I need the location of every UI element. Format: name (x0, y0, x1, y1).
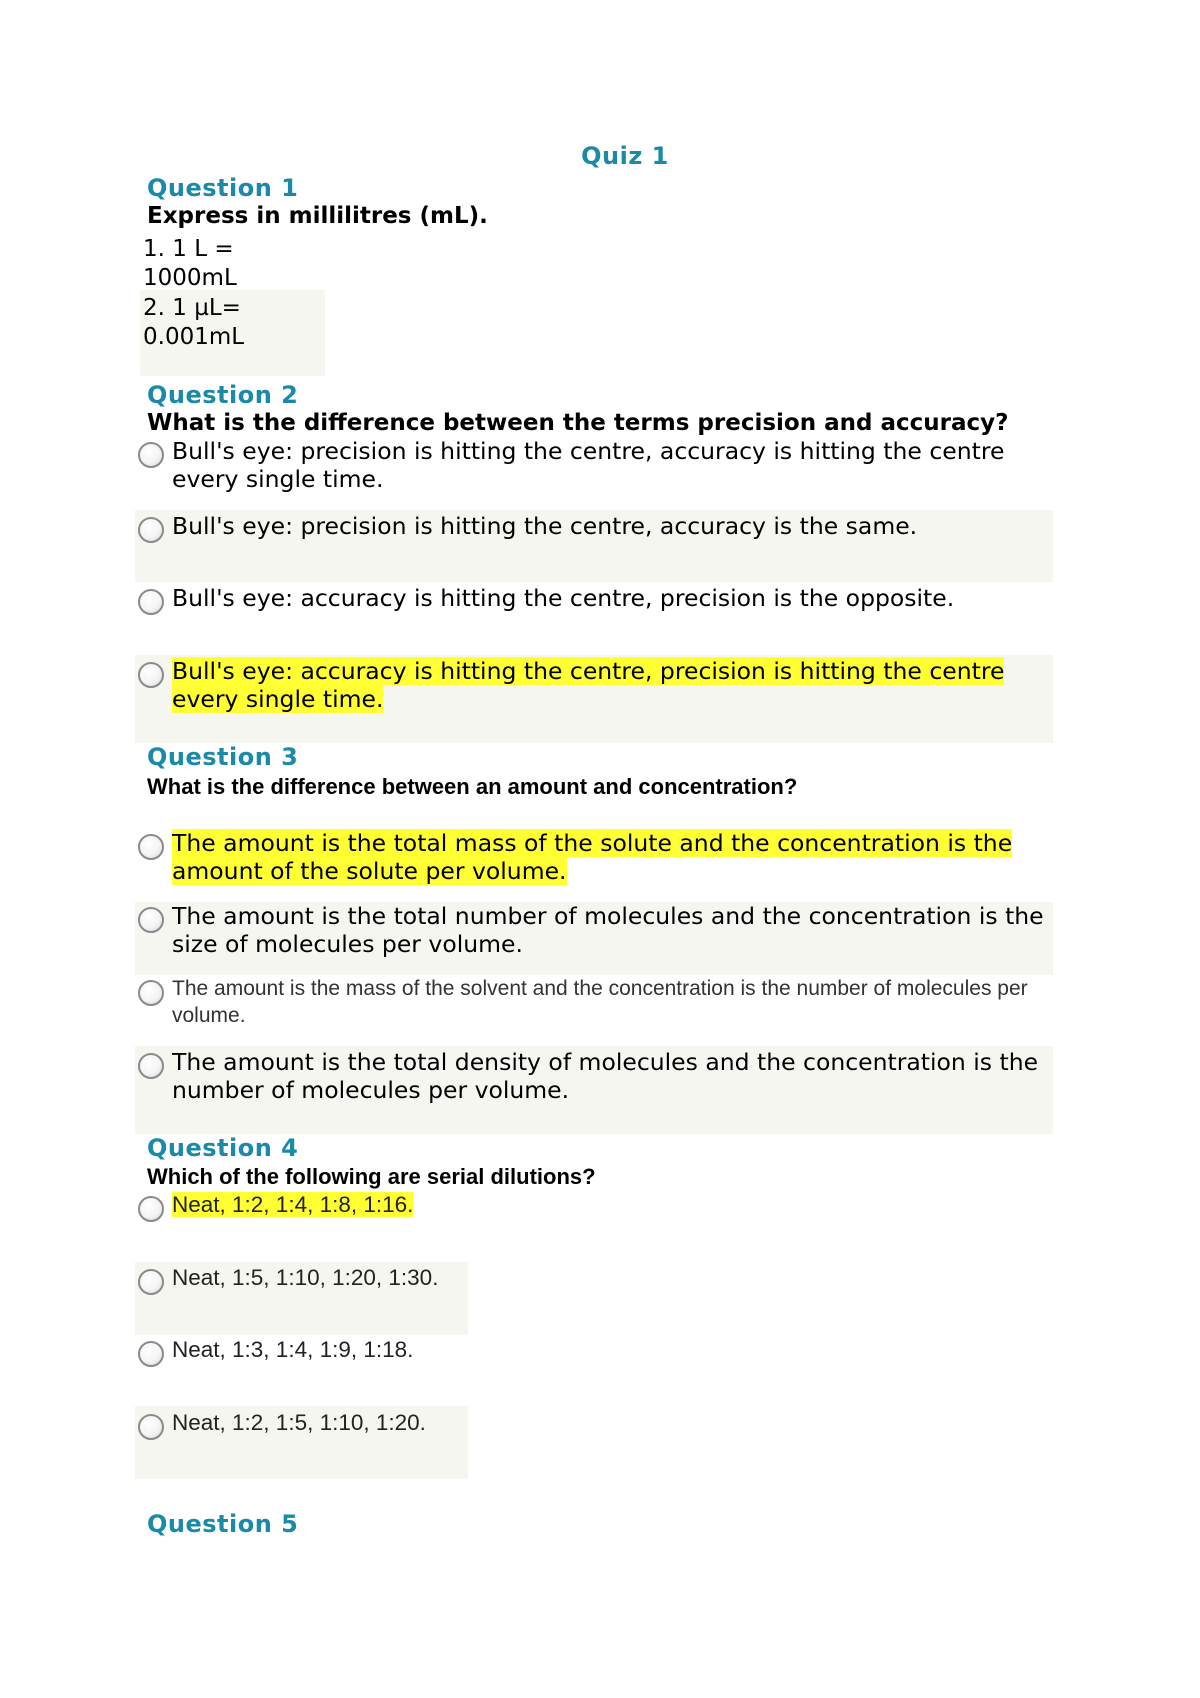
question-3-option-4[interactable] (138, 1048, 1058, 1104)
question-4-option-3[interactable] (138, 1336, 1058, 1367)
radio-button[interactable] (138, 662, 164, 688)
radio-button[interactable] (138, 907, 164, 933)
question-3-heading: Question 3 (147, 743, 299, 771)
radio-button[interactable] (138, 1196, 164, 1222)
option-text (172, 657, 1058, 713)
question-1-line-4: 0.001mL (143, 324, 245, 350)
radio-button[interactable] (138, 589, 164, 615)
question-1-line-1: 1. 1 L = (143, 236, 234, 262)
question-1-line-3: 2. 1 µL= (143, 295, 241, 321)
option-text: Neat, 1:2, 1:5, 1:10, 1:20. (172, 1410, 426, 1435)
question-3-option-1[interactable] (138, 829, 1058, 885)
option-text: Neat, 1:5, 1:10, 1:20, 1:30. (172, 1265, 439, 1290)
question-5-heading: Question 5 (147, 1510, 299, 1538)
question-3-prompt: What is the difference between an amount and concentration? (147, 774, 798, 799)
question-4-option-1[interactable] (138, 1191, 1058, 1222)
option-text (172, 829, 1058, 885)
radio-button[interactable] (138, 1414, 164, 1440)
radio-button[interactable] (138, 980, 164, 1006)
page-title: Quiz 1 (581, 142, 669, 170)
question-2-heading: Question 2 (147, 381, 299, 409)
option-text: Bull's eye: precision is hitting the centre, accuracy is hitting the centre every single time. (172, 437, 1005, 493)
question-3-option-3[interactable] (138, 975, 1058, 1029)
question-1-prompt: Express in millilitres (mL). (147, 203, 488, 229)
radio-button[interactable] (138, 834, 164, 860)
highlighted-answer: Bull's eye: accuracy is hitting the centre, precision is hitting the centre every single time. (172, 657, 1005, 713)
radio-button[interactable] (138, 517, 164, 543)
question-1-heading: Question 1 (147, 174, 299, 202)
radio-button[interactable] (138, 1341, 164, 1367)
radio-button[interactable] (138, 1053, 164, 1079)
option-text: Bull's eye: accuracy is hitting the centre, precision is the opposite. (172, 584, 955, 612)
option-text: The amount is the total number of molecules and the concentration is the size of molecules per volume. (172, 902, 1044, 958)
question-2-option-1[interactable] (138, 437, 1058, 493)
question-2-option-2[interactable] (138, 512, 1058, 543)
highlighted-answer: Neat, 1:2, 1:4, 1:8, 1:16. (172, 1192, 414, 1217)
radio-button[interactable] (138, 442, 164, 468)
option-text: Neat, 1:3, 1:4, 1:9, 1:18. (172, 1337, 414, 1362)
option-text: The amount is the mass of the solvent and the concentration is the number of molecules per volume. (172, 977, 1028, 1027)
radio-button[interactable] (138, 1269, 164, 1295)
question-3-option-2[interactable] (138, 902, 1058, 958)
question-2-option-4[interactable] (138, 657, 1058, 713)
highlighted-answer: The amount is the total mass of the solute and the concentration is the amount of the solute per volume. (172, 829, 1013, 885)
question-4-option-4[interactable] (138, 1409, 1058, 1440)
question-4-heading: Question 4 (147, 1134, 299, 1162)
option-text (172, 1191, 413, 1218)
question-2-option-3[interactable] (138, 584, 1058, 615)
option-text: Bull's eye: precision is hitting the centre, accuracy is the same. (172, 512, 918, 540)
question-4-option-2[interactable] (138, 1264, 1058, 1295)
question-4-prompt: Which of the following are serial dilutions? (147, 1164, 596, 1189)
question-2-prompt: What is the difference between the terms precision and accuracy? (147, 410, 1009, 436)
option-text: The amount is the total density of molecules and the concentration is the number of molecules per volume. (172, 1048, 1039, 1104)
question-1-line-2: 1000mL (143, 265, 237, 291)
